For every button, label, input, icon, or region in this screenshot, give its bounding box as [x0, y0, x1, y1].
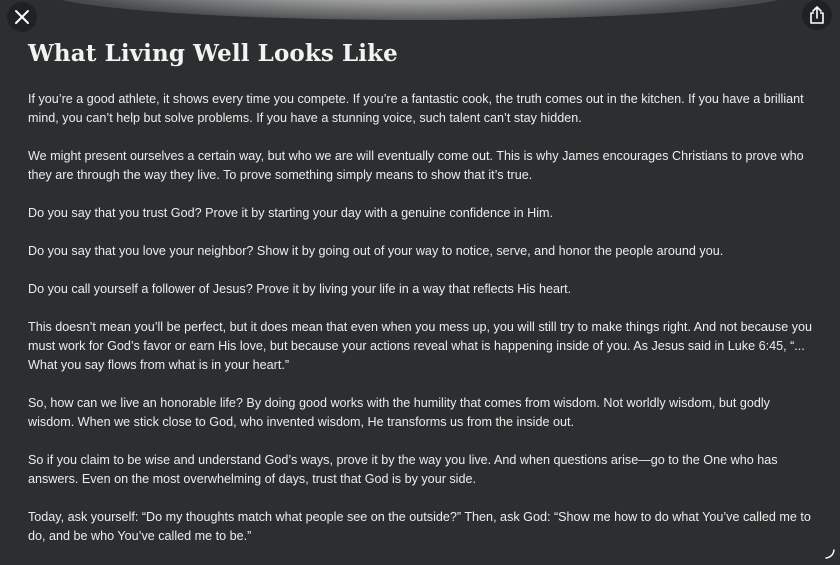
- paragraph: Do you say that you love your neighbor? Show it by going out of your way to notice, serve, and honor the people around you.: [28, 244, 724, 258]
- paragraph: If you’re a good athlete, it shows every time you compete. If you’re a fantastic cook, the truth comes out in the kitchen. If you have a brilliant mind, you can’t help but solve problems. If you have a stunning voice, such talent can’t stay hidden.: [28, 92, 804, 125]
- page-title: What Living Well Looks Like: [28, 40, 398, 67]
- close-button[interactable]: [7, 2, 37, 32]
- paragraph: So if you claim to be wise and understand God’s ways, prove it by the way you live. And when questions arise—go to the One who has answers. Even on the most overwhelming of days, trust that God is by your side.: [28, 453, 778, 486]
- paragraph: Do you say that you trust God? Prove it by starting your day with a genuine confidence in Him.: [28, 206, 554, 220]
- top-sheet-edge: [40, 0, 800, 20]
- top-bar: [0, 0, 840, 30]
- share-icon: [808, 5, 826, 25]
- paragraph: We might present ourselves a certain way, but who we are will eventually come out. This is why James encourages Christians to prove who they are through the way they live. To prove something simply means to show that it’s true.: [28, 149, 804, 182]
- paragraph: So, how can we live an honorable life? By doing good works with the humility that comes from wisdom. Not worldly wisdom, but godly wisdom. When we stick close to God, who invented wisdom, He transforms us from the inside out.: [28, 396, 770, 429]
- close-icon: [14, 9, 30, 25]
- paragraph: Do you call yourself a follower of Jesus? Prove it by living your life in a way that reflects His heart.: [28, 282, 572, 296]
- paragraph: Today, ask yourself: “Do my thoughts match what people see on the outside?” Then, ask God: “Show me how to do what You’ve called me to do, and be who You’ve called me to be.”: [28, 510, 811, 543]
- article-body: [28, 90, 818, 565]
- share-button[interactable]: [802, 0, 832, 30]
- paragraph: This doesn’t mean you’ll be perfect, but it does mean that even when you mess up, you will still try to make things right. And not because you must work for God’s favor or earn His love, but because your actions reveal what is happening inside of you. As Jesus said in Luke 6:45, “... What you say flows from what is in your heart.”: [28, 320, 813, 372]
- resize-icon[interactable]: [825, 549, 835, 559]
